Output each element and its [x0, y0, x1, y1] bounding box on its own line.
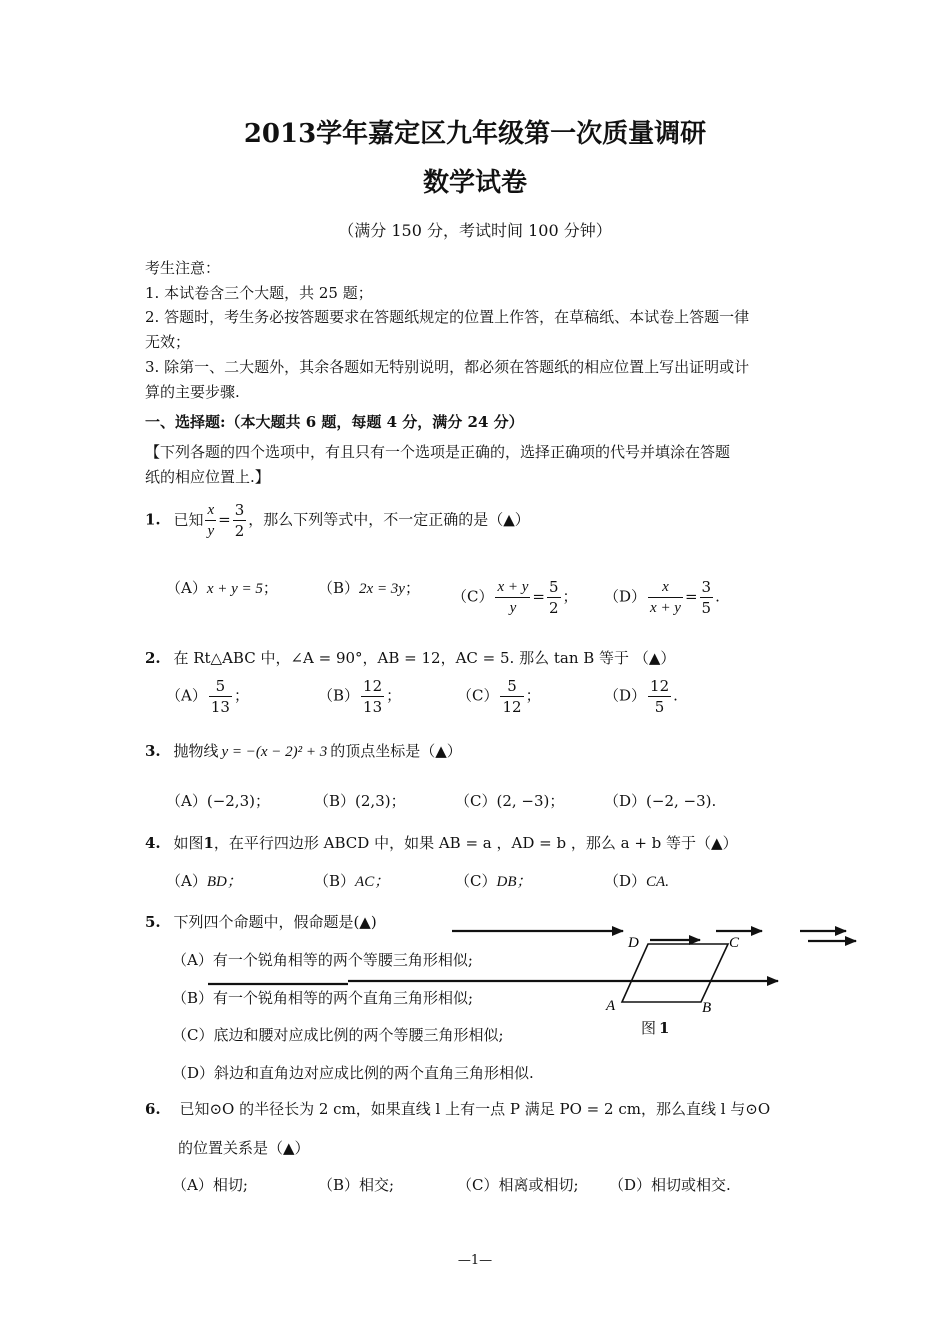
q5-option-d[interactable]: （D）斜边和直角边对应成比例的两个直角三角形相似.: [172, 1064, 534, 1082]
option-label: （A）: [166, 872, 207, 890]
notice-item-2b: 无效；: [145, 333, 191, 351]
question-number: 5.: [145, 913, 161, 931]
option-label: （D）: [604, 792, 647, 810]
exam-subject-title: 数学试卷: [422, 168, 527, 198]
notice-item-3a: 3. 除第一、二大题外，其余各题如无特别说明，都必须在答题纸的相应位置上写出证明或计: [145, 358, 750, 376]
question-5: [145, 911, 377, 932]
caption-prefix: 图: [641, 1019, 657, 1037]
option-text: 相离或相切;: [498, 1176, 579, 1194]
question-text: ，在平行四边形 ABCD 中，如果 AB = a ，AD = b ，那么 a + b 等于（▲）: [213, 834, 738, 852]
frac-den: 12: [502, 698, 522, 716]
option-end: ；: [233, 686, 249, 705]
option-label: （A）: [166, 792, 207, 810]
option-label: （C）: [452, 587, 494, 606]
question-text: 下列四个命题中，假命题是(▲): [173, 913, 377, 931]
option-text: (−2, −3).: [646, 792, 717, 810]
option-label: （B）: [318, 579, 360, 597]
frac-den: y: [495, 597, 530, 618]
parallelogram-abcd: [622, 944, 728, 1002]
q1-frac2-num: 3: [234, 501, 245, 519]
question-number: 6.: [145, 1100, 161, 1118]
notice-heading: 考生注意：: [145, 259, 221, 277]
vertex-b-label: B: [702, 1000, 712, 1016]
question-number: 1.: [145, 510, 161, 529]
question-6: [145, 1098, 770, 1119]
option-text: 相切或相交.: [651, 1176, 731, 1194]
q3-pre: 抛物线: [173, 742, 219, 760]
section-instruction-a: 【下列各题的四个选项中，有且只有一个选项是正确的，选择正确项的代号并填涂在答题: [145, 443, 731, 461]
option-text: 2x = 3y: [359, 581, 405, 597]
option-label: （B）: [314, 792, 356, 810]
option-text: (2,3)；: [355, 792, 406, 810]
question-number: 3.: [145, 742, 161, 760]
frac-den: 5: [648, 696, 671, 717]
q3-formula: y = −(x − 2)² + 3: [221, 744, 328, 760]
option-label: （A）: [166, 686, 207, 705]
option-label: （C）: [455, 792, 497, 810]
question-number: 2.: [145, 649, 161, 667]
question-text: 已知⊙O 的半径长为 2 cm，如果直线 l 上有一点 P 满足 PO = 2 cm，那么直线 l 与⊙O: [179, 1100, 771, 1118]
frac-den: x + y: [648, 597, 683, 618]
option-end: .: [715, 587, 720, 606]
q1-post: ，那么下列等式中，不一定正确的是（▲）: [248, 510, 530, 529]
option-end: ；: [404, 579, 420, 597]
option-label: （B）: [318, 686, 360, 705]
frac-num: 5: [215, 677, 226, 695]
option-end: ；: [262, 579, 278, 597]
option-eq: =: [684, 587, 698, 606]
option-end: ；: [386, 686, 402, 705]
notice-item-2a: 2. 答题时，考生务必按答题要求在答题纸规定的位置上作答，在草稿纸、本试卷上答题一律: [145, 308, 750, 326]
option-label: （D）: [604, 872, 647, 890]
option-label: （C）: [457, 1176, 499, 1194]
option-eq: =: [532, 587, 545, 606]
q6-option-b[interactable]: [318, 1174, 394, 1195]
frac-num: x + y: [497, 579, 529, 595]
option-label: （A）: [166, 579, 207, 597]
q5-option-c[interactable]: （C）底边和腰对应成比例的两个等腰三角形相似;: [172, 1026, 504, 1044]
vertex-d-label: D: [628, 935, 639, 951]
q6-option-d[interactable]: [609, 1174, 731, 1195]
q1-frac2-den: 2: [234, 522, 245, 540]
option-text: (2, −3)；: [496, 792, 565, 810]
q5-option-b[interactable]: （B）有一个锐角相等的两个直角三角形相似;: [172, 989, 474, 1007]
frac-num: 12: [363, 677, 383, 695]
frac-den: 13: [363, 698, 383, 716]
q1-pre: 已知: [173, 510, 204, 529]
question-text: 在 Rt△ABC 中，∠A = 90°，AB = 12，AC = 5. 那么 tan B 等于 （▲）: [173, 649, 676, 667]
q6-option-a[interactable]: [172, 1174, 248, 1195]
notice-item-3b: 算的主要步骤.: [145, 383, 240, 401]
option-label: （D）: [604, 587, 647, 606]
option-end: ；: [525, 686, 541, 705]
vertex-a-label: A: [606, 998, 616, 1014]
option-label: （D）: [604, 686, 647, 705]
q1-eq: =: [218, 510, 231, 529]
notice-item-1: 1. 本试卷含三个大题，共 25 题；: [145, 284, 373, 302]
caption-number: 1: [659, 1019, 670, 1037]
option-text: AC；: [355, 874, 390, 890]
exam-title: 2013学年嘉定区九年级第一次质量调研: [243, 119, 707, 149]
q3-post: 的顶点坐标是（▲）: [330, 742, 462, 760]
option-label: （D）: [609, 1176, 652, 1194]
option-text: 相切;: [212, 1176, 248, 1194]
section-instruction-b: 纸的相应位置上.】: [145, 468, 270, 486]
option-text: BD；: [206, 874, 242, 890]
question-number: 4.: [145, 834, 161, 852]
q4-fig-ref: 1: [203, 834, 214, 852]
q4-pre: 如图: [173, 834, 204, 852]
q6-option-c[interactable]: [457, 1174, 579, 1195]
question-6-cont: 的位置关系是（▲）: [178, 1139, 310, 1157]
option-text: CA.: [646, 874, 669, 890]
option-end: .: [673, 686, 678, 705]
frac-den: 5: [701, 599, 712, 617]
page-number: —1—: [457, 1253, 493, 1268]
option-label: （C）: [455, 872, 497, 890]
option-text: (−2,3)；: [206, 792, 270, 810]
q1-frac-num: x: [207, 502, 215, 518]
option-label: （B）: [318, 1176, 360, 1194]
option-label: （A）: [172, 1176, 213, 1194]
frac-num: 12: [650, 677, 670, 695]
frac-den: 2: [549, 599, 559, 617]
option-end: ；: [562, 587, 578, 606]
q1-frac-den: y: [205, 520, 216, 541]
vertex-c-label: C: [729, 935, 740, 951]
frac-den: 13: [210, 698, 230, 716]
option-text: 相交;: [359, 1176, 395, 1194]
figure-1-caption: [641, 1017, 669, 1038]
frac-num: 5: [507, 677, 517, 695]
option-label: （B）: [314, 872, 356, 890]
section-heading: 一、选择题:（本大题共 6 题，每题 4 分，满分 24 分）: [145, 413, 524, 431]
frac-num: x: [662, 579, 669, 595]
option-text: DB；: [496, 874, 532, 890]
option-text: x + y = 5: [206, 581, 263, 597]
q5-option-a[interactable]: （A）有一个锐角相等的两个等腰三角形相似;: [172, 951, 473, 969]
option-label: （C）: [457, 686, 499, 705]
frac-num: 5: [549, 578, 559, 596]
exam-info: （满分 150 分，考试时间 100 分钟）: [338, 221, 612, 240]
frac-num: 3: [701, 578, 712, 596]
